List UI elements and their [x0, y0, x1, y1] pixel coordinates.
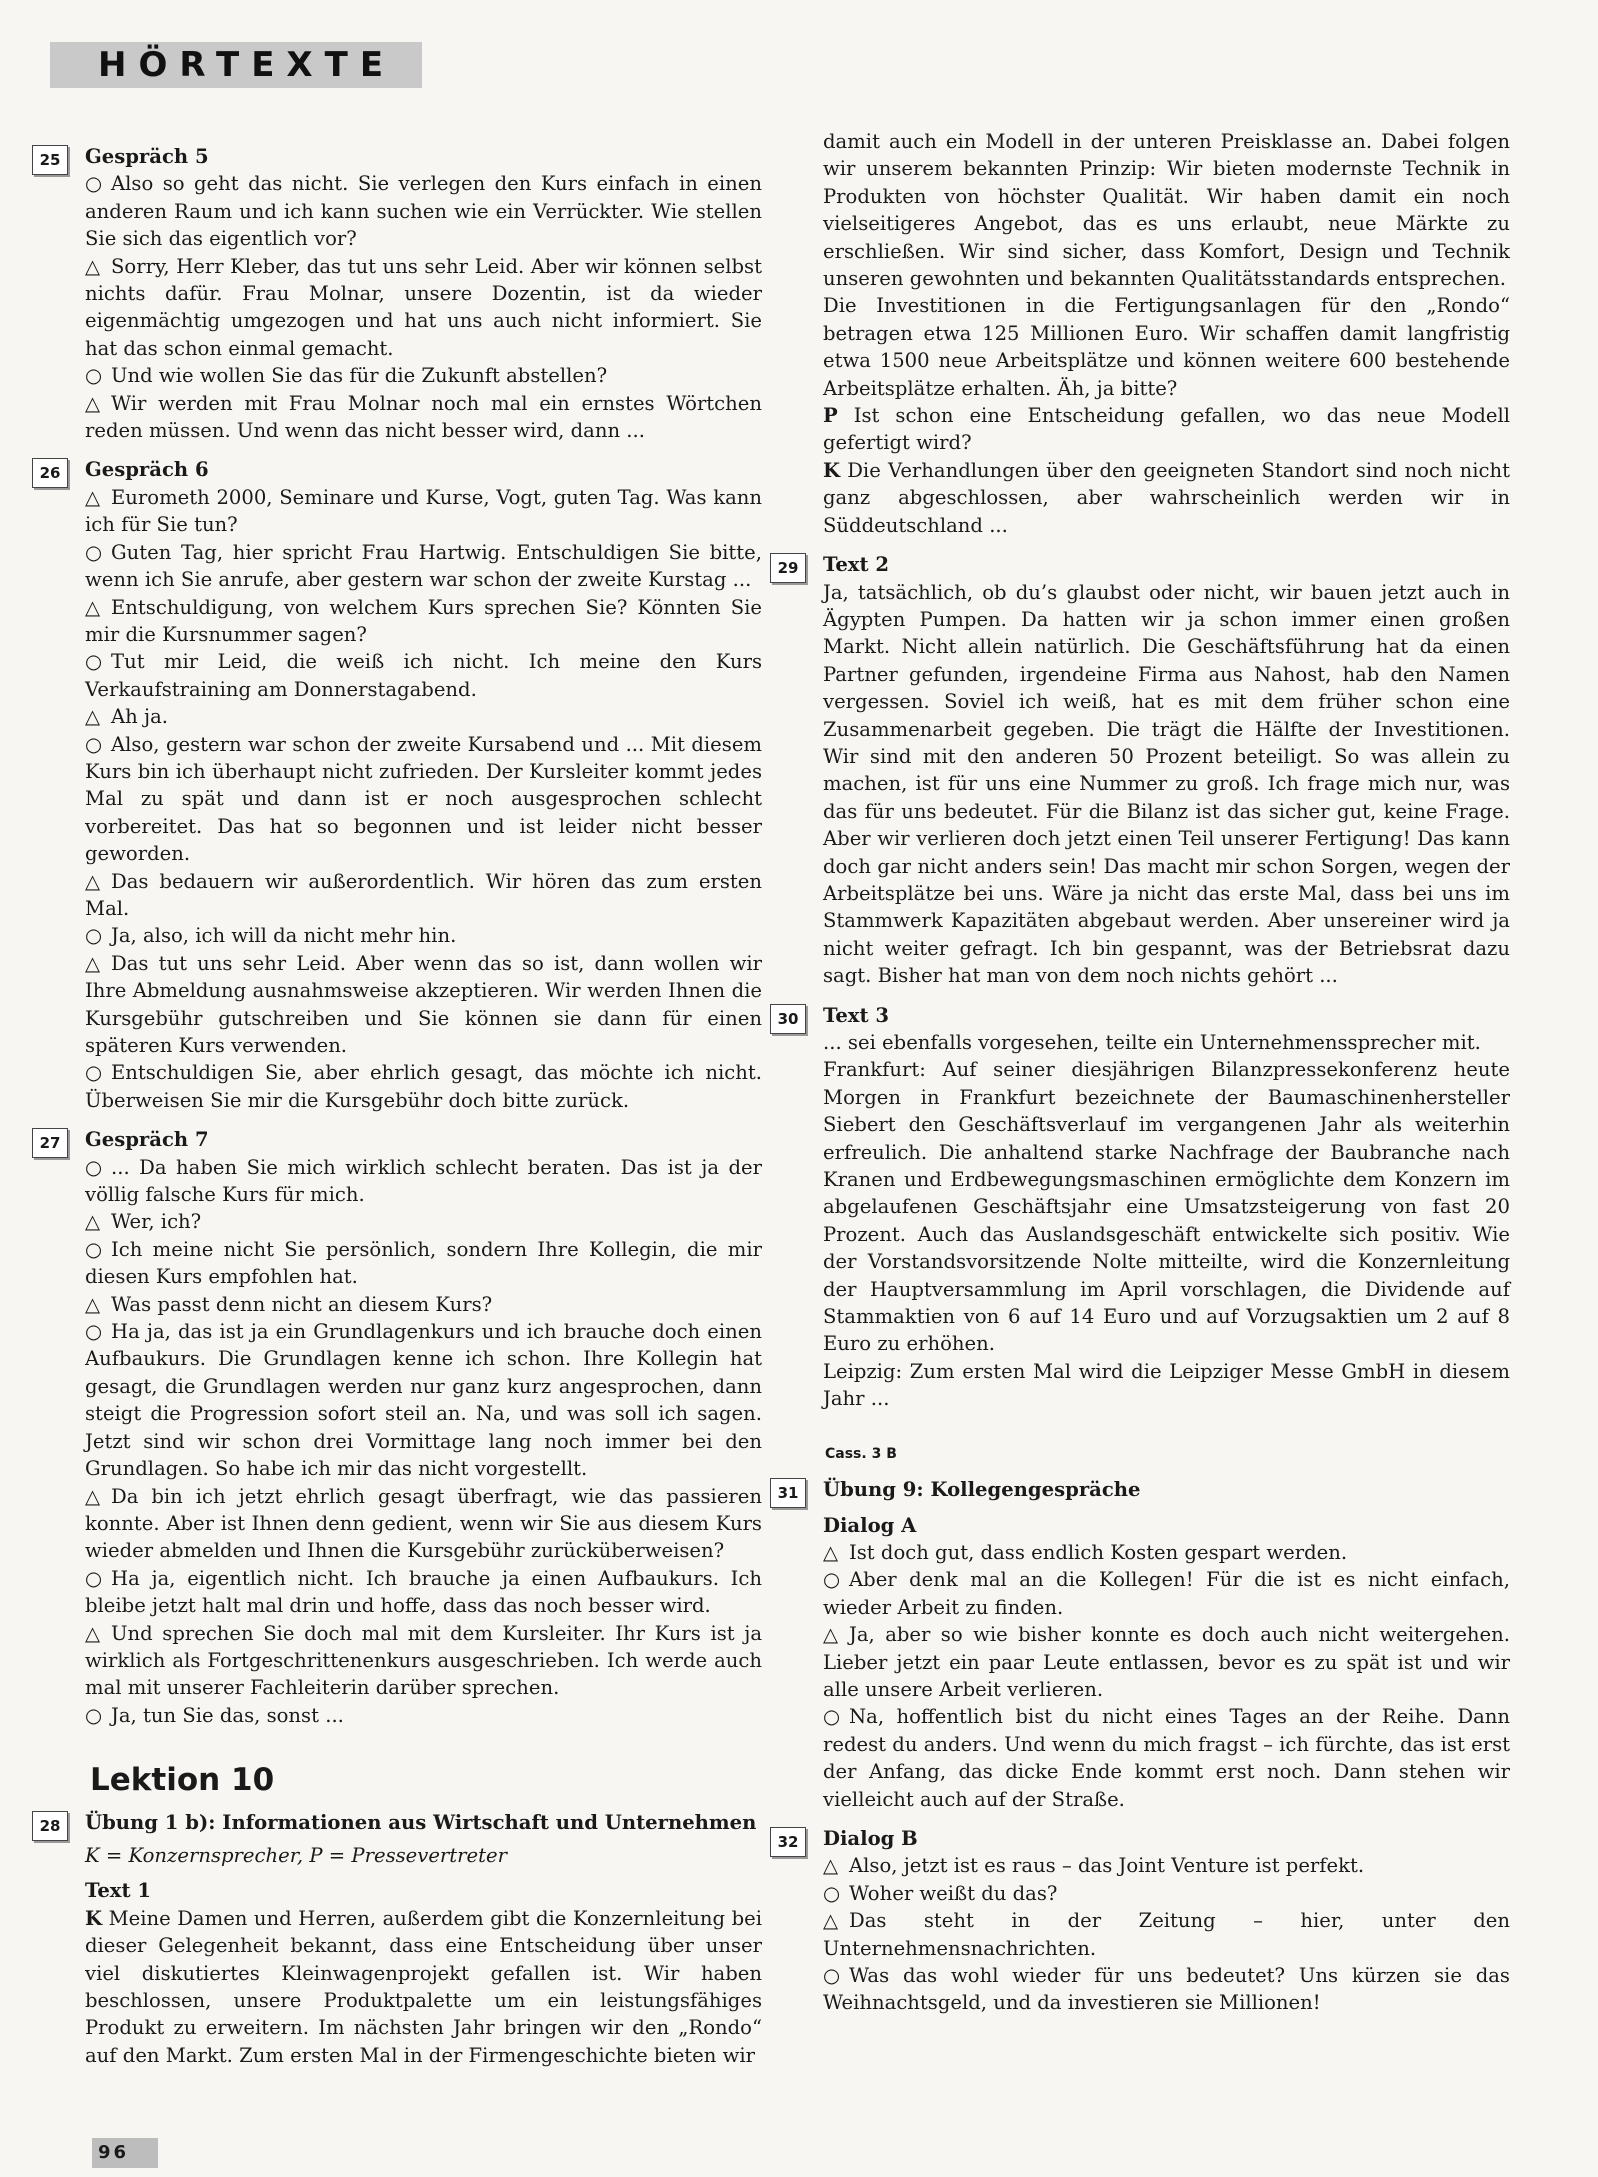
- dialog-line: [823, 1852, 1510, 1879]
- section-32: [770, 1825, 1510, 2017]
- lesson-heading: Lektion 10: [90, 1762, 275, 1799]
- dialog-text: Was das wohl wieder für uns bedeutet? Uns kürzen sie das Weihnachtsgeld, und da investieren sie Millionen!: [823, 1964, 1510, 2015]
- dialog-line: [823, 1703, 1510, 1813]
- dialog-text: Ja, also, ich will da nicht mehr hin.: [111, 924, 457, 948]
- circle-icon: ○: [85, 1320, 103, 1344]
- dialog-lines: [85, 170, 762, 444]
- circle-icon: ○: [85, 1703, 103, 1727]
- cassette-label: Cass. 3 B: [825, 1445, 897, 1462]
- dialog-line: [85, 594, 762, 649]
- dialog-line: [85, 1059, 762, 1114]
- paragraph: Leipzig: Zum ersten Mal wird die Leipziger Messe GmbH in diesem Jahr ...: [823, 1359, 1510, 1411]
- triangle-icon: △: [85, 951, 101, 975]
- dialog-text: Das tut uns sehr Leid. Aber wenn das so ist, dann wollen wir Ihre Abmeldung ausnahmsweise akzeptieren. Wir werden Ihnen die Kursgebühr gutschreiben und Sie können sie dann für einen späteren Kurs verwenden.: [85, 951, 762, 1057]
- track-number: 25: [32, 145, 68, 175]
- section-27: [32, 1126, 762, 1729]
- dialog-text: Ha ja, das ist ja ein Grundlagenkurs und ich brauche doch einen Aufbaukurs. Die Grundlagen kenne ich schon. Ihre Kollegin hat gesagt, die Grundlagen werden nur ganz kurz angesprochen, dann steigt die Progression sofort steil an. Na, und was soll ich sagen. Jetzt sind wir schon drei Vormittage lang noch immer bei den Grundlagen. So habe ich mir das nicht vorgestellt.: [85, 1320, 762, 1481]
- dialog-line: [85, 1483, 762, 1565]
- dialog-lines: [823, 1539, 1510, 1813]
- section-28-continued: [770, 128, 1510, 539]
- speaker-label: P: [823, 404, 838, 428]
- paragraph-text: Meine Damen und Herren, außerdem gibt die Konzernleitung bei dieser Gelegenheit bekannt, dass eine Entscheidung über unser viel diskutiertes Kleinwagenprojekt gefallen ist. Wir haben beschlossen, unsere Produktpalette um ein leistungsfähiges Produkt zu erweitern. Im nächsten Jahr bringen wir den „Rondo“ auf den Markt. Zum ersten Mal in der Firmengeschichte bieten wir: [85, 1906, 763, 2067]
- paragraph: Ja, tatsächlich, ob du’s glaubst oder nicht, wir bauen jetzt auch in Ägypten Pumpen. Da hatten wir ja schon immer einen großen Markt. Nicht allein natürlich. Die Geschäftsführung hat da einen Partner gefunden, irgendeine Firma aus Nahost, hab den Namen vergessen. Soviel ich weiß, hat es mit dem früher schon eine Zusammenarbeit gegeben. Die trägt die Hälfte der Investitionen. Wir sind mit den anderen 50 Prozent beteiligt. So was allein zu machen, ist für uns eine Nummer zu groß. Ich frage mich nur, was das für uns bedeutet. Für die Bilanz ist das sicher gut, keine Frage. Aber wir verlieren doch jetzt einen Teil unserer Fertigung! Das kann doch gar nicht anders sein! Das macht mir schon Sorgen, wegen der Arbeitsplätze bei uns. Wäre ja nicht das erste Mal, dass bei uns im Stammwerk Kapazitäten abgebaut werden. Aber unsereiner wird ja nicht weiter gefragt. Ich bin gespannt, was der Betriebsrat dazu sagt. Bisher hat man von dem noch nichts gehört ...: [823, 580, 1510, 988]
- paragraph: Frankfurt: Auf seiner diesjährigen Bilanzpressekonferenz heute Morgen in Frankfurt bezeichnete der Baumaschinenhersteller Siebert den Geschäftsverlauf im vergangenen Jahr als weiterhin erfreulich. Die anhaltend starke Nachfrage der Baubranche nach Kranen und Erdbewegungsmaschinen ermöglichte dem Konzern im abgelaufenen Geschäftsjahr eine Umsatzsteigerung von fast 20 Prozent. Auch das Auslandsgeschäft entwickelte sich positiv. Wie der Vorstandsvorsitzende Nolte mitteilte, wird die Konzernleitung der Hauptversammlung im April vorschlagen, die Dividende auf Stammaktien von 6 auf 14 Euro und auf Vorzugsaktien um 2 auf 8 Euro zu erhöhen.: [823, 1058, 1510, 1356]
- dialog-text: Entschuldigen Sie, aber ehrlich gesagt, das möchte ich nicht. Überweisen Sie mir die Kursgebühr doch bitte zurück.: [85, 1061, 762, 1112]
- paragraph: [85, 1905, 762, 2069]
- dialog-text: Entschuldigung, von welchem Kurs sprechen Sie? Könnten Sie mir die Kursnummer sagen?: [85, 595, 762, 646]
- dialog-line: [85, 1236, 762, 1291]
- section-title: Übung 1 b): Informationen aus Wirtschaft und Unternehmen: [85, 1810, 757, 1834]
- triangle-icon: △: [85, 595, 101, 619]
- section-31: [770, 1476, 1510, 1813]
- circle-icon: ○: [823, 1964, 841, 1987]
- dialog-text: Ich meine nicht Sie persönlich, sondern Ihre Kollegin, die mir diesen Kurs empfohlen hat.: [85, 1237, 762, 1289]
- circle-icon: ○: [85, 1566, 103, 1590]
- section-28: [32, 1809, 762, 2070]
- dialog-line: [85, 1154, 762, 1209]
- triangle-icon: △: [823, 1540, 839, 1564]
- circle-icon: ○: [85, 1061, 103, 1085]
- dialog-text: Tut mir Leid, die weiß ich nicht. Ich meine den Kurs Verkaufstraining am Donnerstagabend.: [85, 650, 762, 701]
- triangle-icon: △: [85, 485, 101, 509]
- section-25: [32, 143, 762, 444]
- dialog-line: [85, 1208, 762, 1235]
- dialog-text: Ja, aber so wie bisher konnte es doch auch nicht weitergehen. Lieber jetzt ein paar Leute entlassen, bevor es zu spät ist und wir alle unsere Arbeit verlieren.: [823, 1623, 1510, 1701]
- right-column: [770, 128, 1510, 2017]
- left-column: [32, 143, 762, 2069]
- circle-icon: ○: [85, 540, 103, 564]
- dialog-line: [823, 1880, 1510, 1907]
- dialog-line: [85, 703, 762, 730]
- dialog-line: [85, 1318, 762, 1482]
- track-number: 29: [770, 553, 806, 583]
- dialog-line: [85, 731, 762, 868]
- dialog-line: [823, 1907, 1510, 1962]
- dialog-line: [823, 1566, 1510, 1621]
- dialog-text: Guten Tag, hier spricht Frau Hartwig. Entschuldigen Sie bitte, wenn ich Sie anrufe, aber gestern war schon der zweite Kurstag ...: [85, 540, 762, 592]
- dialog-line: [85, 390, 762, 445]
- section-title: Dialog B: [823, 1826, 918, 1850]
- dialog-line: [85, 950, 762, 1060]
- dialog-text: Woher weißt du das?: [849, 1881, 1058, 1905]
- dialog-text: Aber denk mal an die Kollegen! Für die ist es nicht einfach, wieder Arbeit zu finden.: [823, 1568, 1510, 1619]
- dialog-text: ... Da haben Sie mich wirklich schlecht beraten. Das ist ja der völlig falsche Kurs für mich.: [85, 1155, 762, 1207]
- section-title: Übung 9: Kollegengespräche: [823, 1478, 1141, 1502]
- page-number: 96: [92, 2138, 158, 2168]
- dialog-text: Wir werden mit Frau Molnar noch mal ein ernstes Wörtchen reden müssen. Und wenn das nicht besser wird, dann ...: [85, 391, 762, 443]
- paragraph: damit auch ein Modell in der unteren Preisklasse an. Dabei folgen wir unserem bekannten Prinzip: Wir bieten modernste Technik in Produkten von höchster Qualität. Wir haben damit ein noch vielseitigeres Angebot, das es uns erlaubt, neue Märkte zu erschließen. Wir sind sicher, dass Komfort, Design und Technik unseren gewohnten und bekannten Qualitätsstandards entsprechen.: [823, 130, 1510, 291]
- triangle-icon: △: [85, 705, 101, 729]
- track-number: 32: [770, 1827, 806, 1857]
- paragraph: ... sei ebenfalls vorgesehen, teilte ein Unternehmenssprecher mit.: [823, 1031, 1481, 1054]
- circle-icon: ○: [85, 1155, 103, 1179]
- triangle-icon: △: [85, 869, 101, 893]
- triangle-icon: △: [823, 1854, 839, 1878]
- track-number: 27: [32, 1128, 68, 1158]
- triangle-icon: △: [85, 1210, 101, 1234]
- circle-icon: ○: [823, 1881, 841, 1905]
- dialog-text: Wer, ich?: [111, 1210, 202, 1234]
- dialog-text: Also, gestern war schon der zweite Kursabend und ... Mit diesem Kurs bin ich überhaupt nicht zufrieden. Der Kursleiter kommt jedes Mal zu spät und dann ist er noch ausgesprochen schlecht vorbereitet. Das hat so begonnen und ist leider nicht besser geworden.: [85, 732, 762, 866]
- dialog-text: Ist doch gut, dass endlich Kosten gespart werden.: [849, 1540, 1348, 1564]
- text-title: Text 1: [85, 1879, 151, 1903]
- paragraph: [823, 402, 1510, 457]
- paragraph: [823, 457, 1510, 539]
- dialog-text: Und sprechen Sie doch mal mit dem Kursleiter. Ihr Kurs ist ja wirklich als Fortgeschrittenenkurs ausgeschrieben. Ich werde auch mal mit unserer Fachleiterin darüber sprechen.: [85, 1621, 762, 1700]
- dialog-text: Das steht in der Zeitung – hier, unter den Unternehmensnachrichten.: [823, 1909, 1510, 1960]
- dialog-line: [823, 1539, 1510, 1566]
- circle-icon: ○: [85, 650, 103, 674]
- triangle-icon: △: [85, 1621, 101, 1645]
- section-26: [32, 456, 762, 1114]
- dialog-line: [85, 1702, 762, 1729]
- section-title: Gespräch 5: [85, 145, 209, 168]
- paragraph-text: Die Verhandlungen über den geeigneten Standort sind noch nicht ganz abgeschlossen, aber wahrscheinlich werden wir in Süddeutschland ...: [823, 458, 1511, 537]
- triangle-icon: △: [823, 1909, 839, 1933]
- section-30: [770, 1002, 1510, 1413]
- page-title: HÖRTEXTE: [98, 45, 396, 85]
- section-29: [770, 551, 1510, 990]
- dialog-line: [85, 253, 762, 363]
- track-number: 28: [32, 1811, 68, 1841]
- dialog-title: Dialog A: [823, 1513, 917, 1537]
- dialog-line: [85, 539, 762, 594]
- dialog-text: Und wie wollen Sie das für die Zukunft abstellen?: [111, 364, 608, 388]
- dialog-text: Ja, tun Sie das, sonst ...: [111, 1703, 344, 1727]
- circle-icon: ○: [823, 1705, 841, 1729]
- circle-icon: ○: [85, 364, 103, 388]
- dialog-text: Also so geht das nicht. Sie verlegen den Kurs einfach in einen anderen Raum und ich kann suchen wie ein Verrückter. Wie stellen Sie sich das eigentlich vor?: [85, 172, 762, 251]
- section-title: Gespräch 6: [85, 458, 209, 482]
- track-number: 26: [32, 458, 68, 488]
- dialog-line: [85, 1620, 762, 1702]
- dialog-line: [85, 484, 762, 539]
- paragraph-text: Ist schon eine Entscheidung gefallen, wo das neue Modell gefertigt wird?: [823, 404, 1510, 455]
- triangle-icon: △: [823, 1623, 839, 1647]
- triangle-icon: △: [85, 1292, 101, 1316]
- dialog-line: [85, 868, 762, 923]
- paragraph: Die Investitionen in die Fertigungsanlagen für den „Rondo“ betragen etwa 125 Millionen Euro. Wir schaffen damit langfristig etwa 1500 neue Arbeitsplätze und können weitere 600 bestehende Arbeitsplätze erhalten. Äh, ja bitte?: [823, 294, 1510, 400]
- dialog-line: [85, 1565, 762, 1620]
- dialog-lines: [85, 1154, 762, 1730]
- circle-icon: ○: [85, 1237, 103, 1261]
- dialog-text: Ha ja, eigentlich nicht. Ich brauche ja einen Aufbaukurs. Ich bleibe jetzt halt mal drin und hoffe, dass das noch besser wird.: [85, 1566, 762, 1618]
- dialog-line: [85, 170, 762, 252]
- speaker-legend: K = Konzernsprecher, P = Pressevertreter: [85, 1843, 507, 1867]
- dialog-lines: [85, 484, 762, 1114]
- dialog-text: Was passt denn nicht an diesem Kurs?: [111, 1292, 493, 1316]
- dialog-text: Sorry, Herr Kleber, das tut uns sehr Leid. Aber wir können selbst nichts dafür. Frau Molnar, unsere Dozentin, ist da wieder eigenmächtig umgezogen und hat uns auch nicht informiert. Sie hat das schon einmal gemacht.: [85, 254, 762, 360]
- dialog-line: [823, 1621, 1510, 1703]
- dialog-text: Na, hoffentlich bist du nicht eines Tages an der Reihe. Dann redest du anders. Und wenn du mich fragst – ich fürchte, das ist erst der Anfang, das dicke Ende kommt erst noch. Dann stehen wir vielleicht auch auf der Straße.: [823, 1705, 1510, 1811]
- dialog-text: Ah ja.: [111, 705, 168, 729]
- track-number: 30: [770, 1004, 806, 1034]
- dialog-line: [85, 1291, 762, 1318]
- track-number: 31: [770, 1478, 806, 1508]
- dialog-line: [823, 1962, 1510, 2017]
- circle-icon: ○: [85, 732, 103, 756]
- dialog-line: [85, 648, 762, 703]
- triangle-icon: △: [85, 391, 101, 415]
- dialog-line: [85, 362, 762, 389]
- dialog-text: Da bin ich jetzt ehrlich gesagt überfragt, wie das passieren konnte. Aber ist Ihnen denn gedient, wenn wir Sie aus diesem Kurs wieder abmelden und Ihnen die Kursgebühr zurücküberweisen?: [85, 1484, 762, 1563]
- triangle-icon: △: [85, 254, 101, 278]
- section-title: Text 3: [823, 1003, 889, 1027]
- section-title: Gespräch 7: [85, 1128, 209, 1152]
- dialog-text: Also, jetzt ist es raus – das Joint Venture ist perfekt.: [849, 1854, 1365, 1878]
- speaker-label: K: [85, 1906, 103, 1930]
- triangle-icon: △: [85, 1484, 101, 1508]
- dialog-line: [85, 922, 762, 949]
- speaker-label: K: [823, 458, 841, 482]
- dialog-lines: [823, 1852, 1510, 2016]
- dialog-text: Eurometh 2000, Seminare und Kurse, Vogt, guten Tag. Was kann ich für Sie tun?: [85, 485, 762, 537]
- circle-icon: ○: [85, 172, 103, 196]
- circle-icon: ○: [85, 924, 103, 948]
- section-title: Text 2: [823, 553, 889, 577]
- circle-icon: ○: [823, 1568, 841, 1592]
- dialog-text: Das bedauern wir außerordentlich. Wir hören das zum ersten Mal.: [85, 869, 762, 920]
